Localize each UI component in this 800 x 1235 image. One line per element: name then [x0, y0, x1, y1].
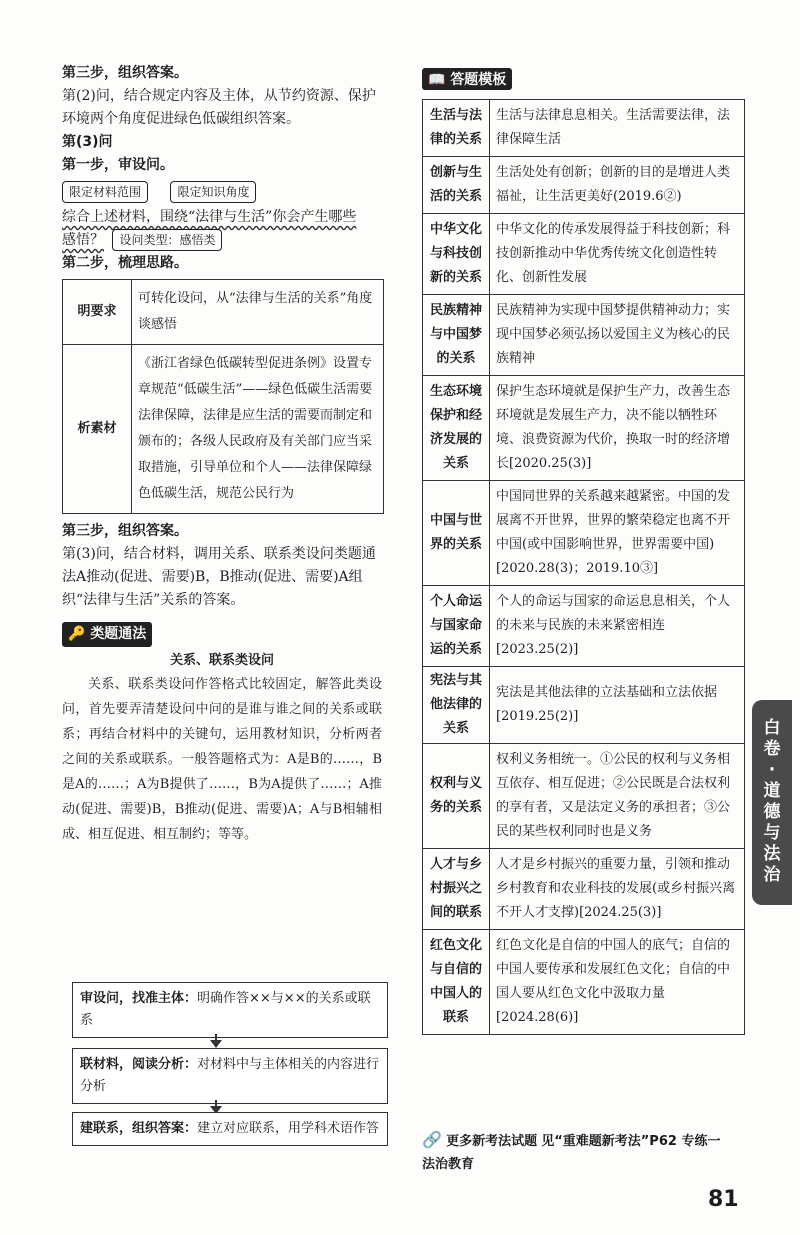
row-head: 析素材	[63, 345, 132, 514]
side-tab	[752, 700, 792, 905]
more-line1	[422, 1130, 720, 1149]
table-row	[423, 849, 745, 930]
table-row	[423, 930, 745, 1035]
table-row	[423, 586, 745, 667]
row-key: 生活与法律的关系	[423, 100, 490, 157]
flow-step-3-bold: 建联系，组织答案：	[80, 1121, 198, 1136]
template-table	[422, 99, 745, 1035]
flow-step-3-text: 建立对应联系，用学科术语作答	[197, 1121, 380, 1136]
row-key: 红色文化与自信的中国人的联系	[423, 930, 490, 1035]
step1-title: 第一步，审设问。	[62, 157, 174, 173]
page-number: 81	[708, 1187, 739, 1212]
row-key: 生态环境保护和经济发展的关系	[423, 376, 490, 481]
row-body: 可转化设问，从“法律与生活的关系”角度谈感悟	[132, 280, 384, 345]
row-key: 人才与乡村振兴之间的联系	[423, 849, 490, 930]
step3-title: 第三步，组织答案。	[62, 65, 188, 81]
flow-step-3	[72, 1112, 388, 1146]
row-value: 权利义务相统一。①公民的权利与义务相互依存、相互促进；②公民既是合法权利的享有者，又是法定义务的承担者；③公民的某些权利同时也是义务	[490, 744, 745, 849]
question-text-end: 感悟？	[62, 232, 104, 248]
table-row	[63, 345, 384, 514]
row-value: 人才是乡村振兴的重要力量，引领和推动乡村教育和农业科技的发展(或乡村振兴离不开人才支撑)[2024.25(3)]	[490, 849, 745, 930]
flow-step-2	[72, 1048, 388, 1104]
row-key: 个人命运与国家命运的关系	[423, 586, 490, 667]
q3-answer: 第(3)问，结合材料，调用关系、联系类设问类题通法A推动(促进、需要)B，B推动(促进、需要)A组织“法律与生活”关系的答案。	[62, 546, 376, 608]
template-badge: 📖 答题模板	[422, 68, 512, 90]
steps-table	[62, 279, 384, 514]
method-badge: 🔑 类题通法	[62, 622, 152, 647]
row-key: 宪法与其他法律的关系	[423, 667, 490, 744]
more-bold: 更多新考法试题	[446, 1134, 538, 1149]
flow-step-1	[72, 982, 388, 1038]
row-value: 中华文化的传承发展得益于科技创新；科技创新推动中华优秀传统文化创造性转化、创新性发展	[490, 214, 745, 295]
template-badge-label: 答题模板	[450, 72, 507, 88]
more-line2: 法治教育	[422, 1157, 475, 1172]
row-value: 中国同世界的关系越来越紧密。中国的发展离不开世界，世界的繁荣稳定也离不开中国(或中国影响世界，世界需要中国)[2020.28(3)；2019.10③]	[490, 481, 745, 586]
row-key: 中华文化与科技创新的关系	[423, 214, 490, 295]
step3-title-b: 第三步，组织答案。	[62, 523, 188, 539]
question-text: 综合上述材料，围绕“法律与生活”你会产生哪些	[62, 209, 357, 225]
more-text: 见“重难题新考法”P62 专练一	[541, 1134, 721, 1149]
q2-answer: 第(2)问，结合规定内容及主体，从节约资源、保护环境两个角度促进绿色低碳组织答案。	[62, 88, 376, 127]
question-line2	[62, 229, 382, 252]
row-value: 个人的命运与国家的命运息息相关，个人的未来与民族的未来紧密相连[2023.25(2)]	[490, 586, 745, 667]
flow-step-1-text: 明确作答××与××的关系或联系	[80, 991, 371, 1028]
table-row	[423, 481, 745, 586]
row-head: 明要求	[63, 280, 132, 345]
method-badge-label: 类题通法	[90, 626, 147, 642]
flow-step-2-bold: 联材料，阅读分析：	[80, 1057, 198, 1072]
step2-title: 第二步，梳理思路。	[62, 255, 188, 271]
tag-material: 限定材料范围	[62, 181, 148, 203]
row-key: 创新与生活的关系	[423, 157, 490, 214]
scope-tags	[62, 181, 382, 204]
link-icon: 🔗	[422, 1130, 442, 1149]
flow-arrow-head	[210, 1040, 222, 1048]
table-row	[423, 214, 745, 295]
flow-step-2-text: 对材料中与主体相关的内容进行分析	[80, 1057, 380, 1094]
row-key: 中国与世界的关系	[423, 481, 490, 586]
row-key: 民族精神与中国梦的关系	[423, 295, 490, 376]
table-row	[423, 295, 745, 376]
more-questions	[422, 1130, 720, 1172]
q3-title: 第(3)问	[62, 134, 113, 150]
side-tab-label	[752, 718, 792, 886]
table-row	[423, 376, 745, 481]
row-value: 宪法是其他法律的立法基础和立法依据[2019.25(2)]	[490, 667, 745, 744]
row-value: 生活与法律息息相关。生活需要法律，法律保障生活	[490, 100, 745, 157]
tag-knowledge: 限定知识角度	[170, 181, 256, 203]
flow-step-1-bold: 审设问，找准主体：	[80, 991, 198, 1006]
table-row	[63, 280, 384, 345]
template-header	[422, 68, 512, 90]
method-header	[62, 622, 382, 647]
side-tab-text: 白 卷 · 道 德 与 法 治	[763, 718, 781, 885]
table-row	[423, 744, 745, 849]
row-key: 权利与义务的关系	[423, 744, 490, 849]
method-body: 关系、联系类设问作答格式比较固定，解答此类设问，首先要弄清楚设问中问的是谁与谁之间的关系或联系；再结合材料中的关键句，运用教材知识，分析两者之间的关系或联系。一般答题格式为：A是B的……，B是A的……；A为B提供了……，B为A提供了……；A推动(促进、需要)B，B推动(促进、需要)A；A与B相辅相成、相互促进、相互制约；等等。	[62, 677, 382, 842]
row-value: 民族精神为实现中国梦提供精神动力；实现中国梦必须弘扬以爱国主义为核心的民族精神	[490, 295, 745, 376]
table-row	[423, 157, 745, 214]
row-value: 红色文化是自信的中国人的底气；自信的中国人要传承和发展红色文化；自信的中国人要从红色文化中汲取力量[2024.28(6)]	[490, 930, 745, 1035]
row-body: 《浙江省绿色低碳转型促进条例》设置专章规范“低碳生活”——绿色低碳生活需要法律保障，法律是应生活的需要而制定和颁布的；各级人民政府及有关部门应当采取措施，引导单位和个人——法律保障绿色低碳生活，规范公民行为	[132, 345, 384, 514]
row-value: 保护生态环境就是保护生产力，改善生态环境就是发展生产力，决不能以牺牲环境、浪费资源为代价，换取一时的经济增长[2020.25(3)]	[490, 376, 745, 481]
method-title: 关系、联系类设问	[169, 653, 274, 668]
table-row	[423, 100, 745, 157]
tag-question-type: 设问类型：感悟类	[112, 229, 222, 251]
left-column	[62, 62, 382, 847]
table-row	[423, 667, 745, 744]
row-value: 生活处处有创新；创新的目的是增进人类福祉，让生活更美好(2019.6②)	[490, 157, 745, 214]
